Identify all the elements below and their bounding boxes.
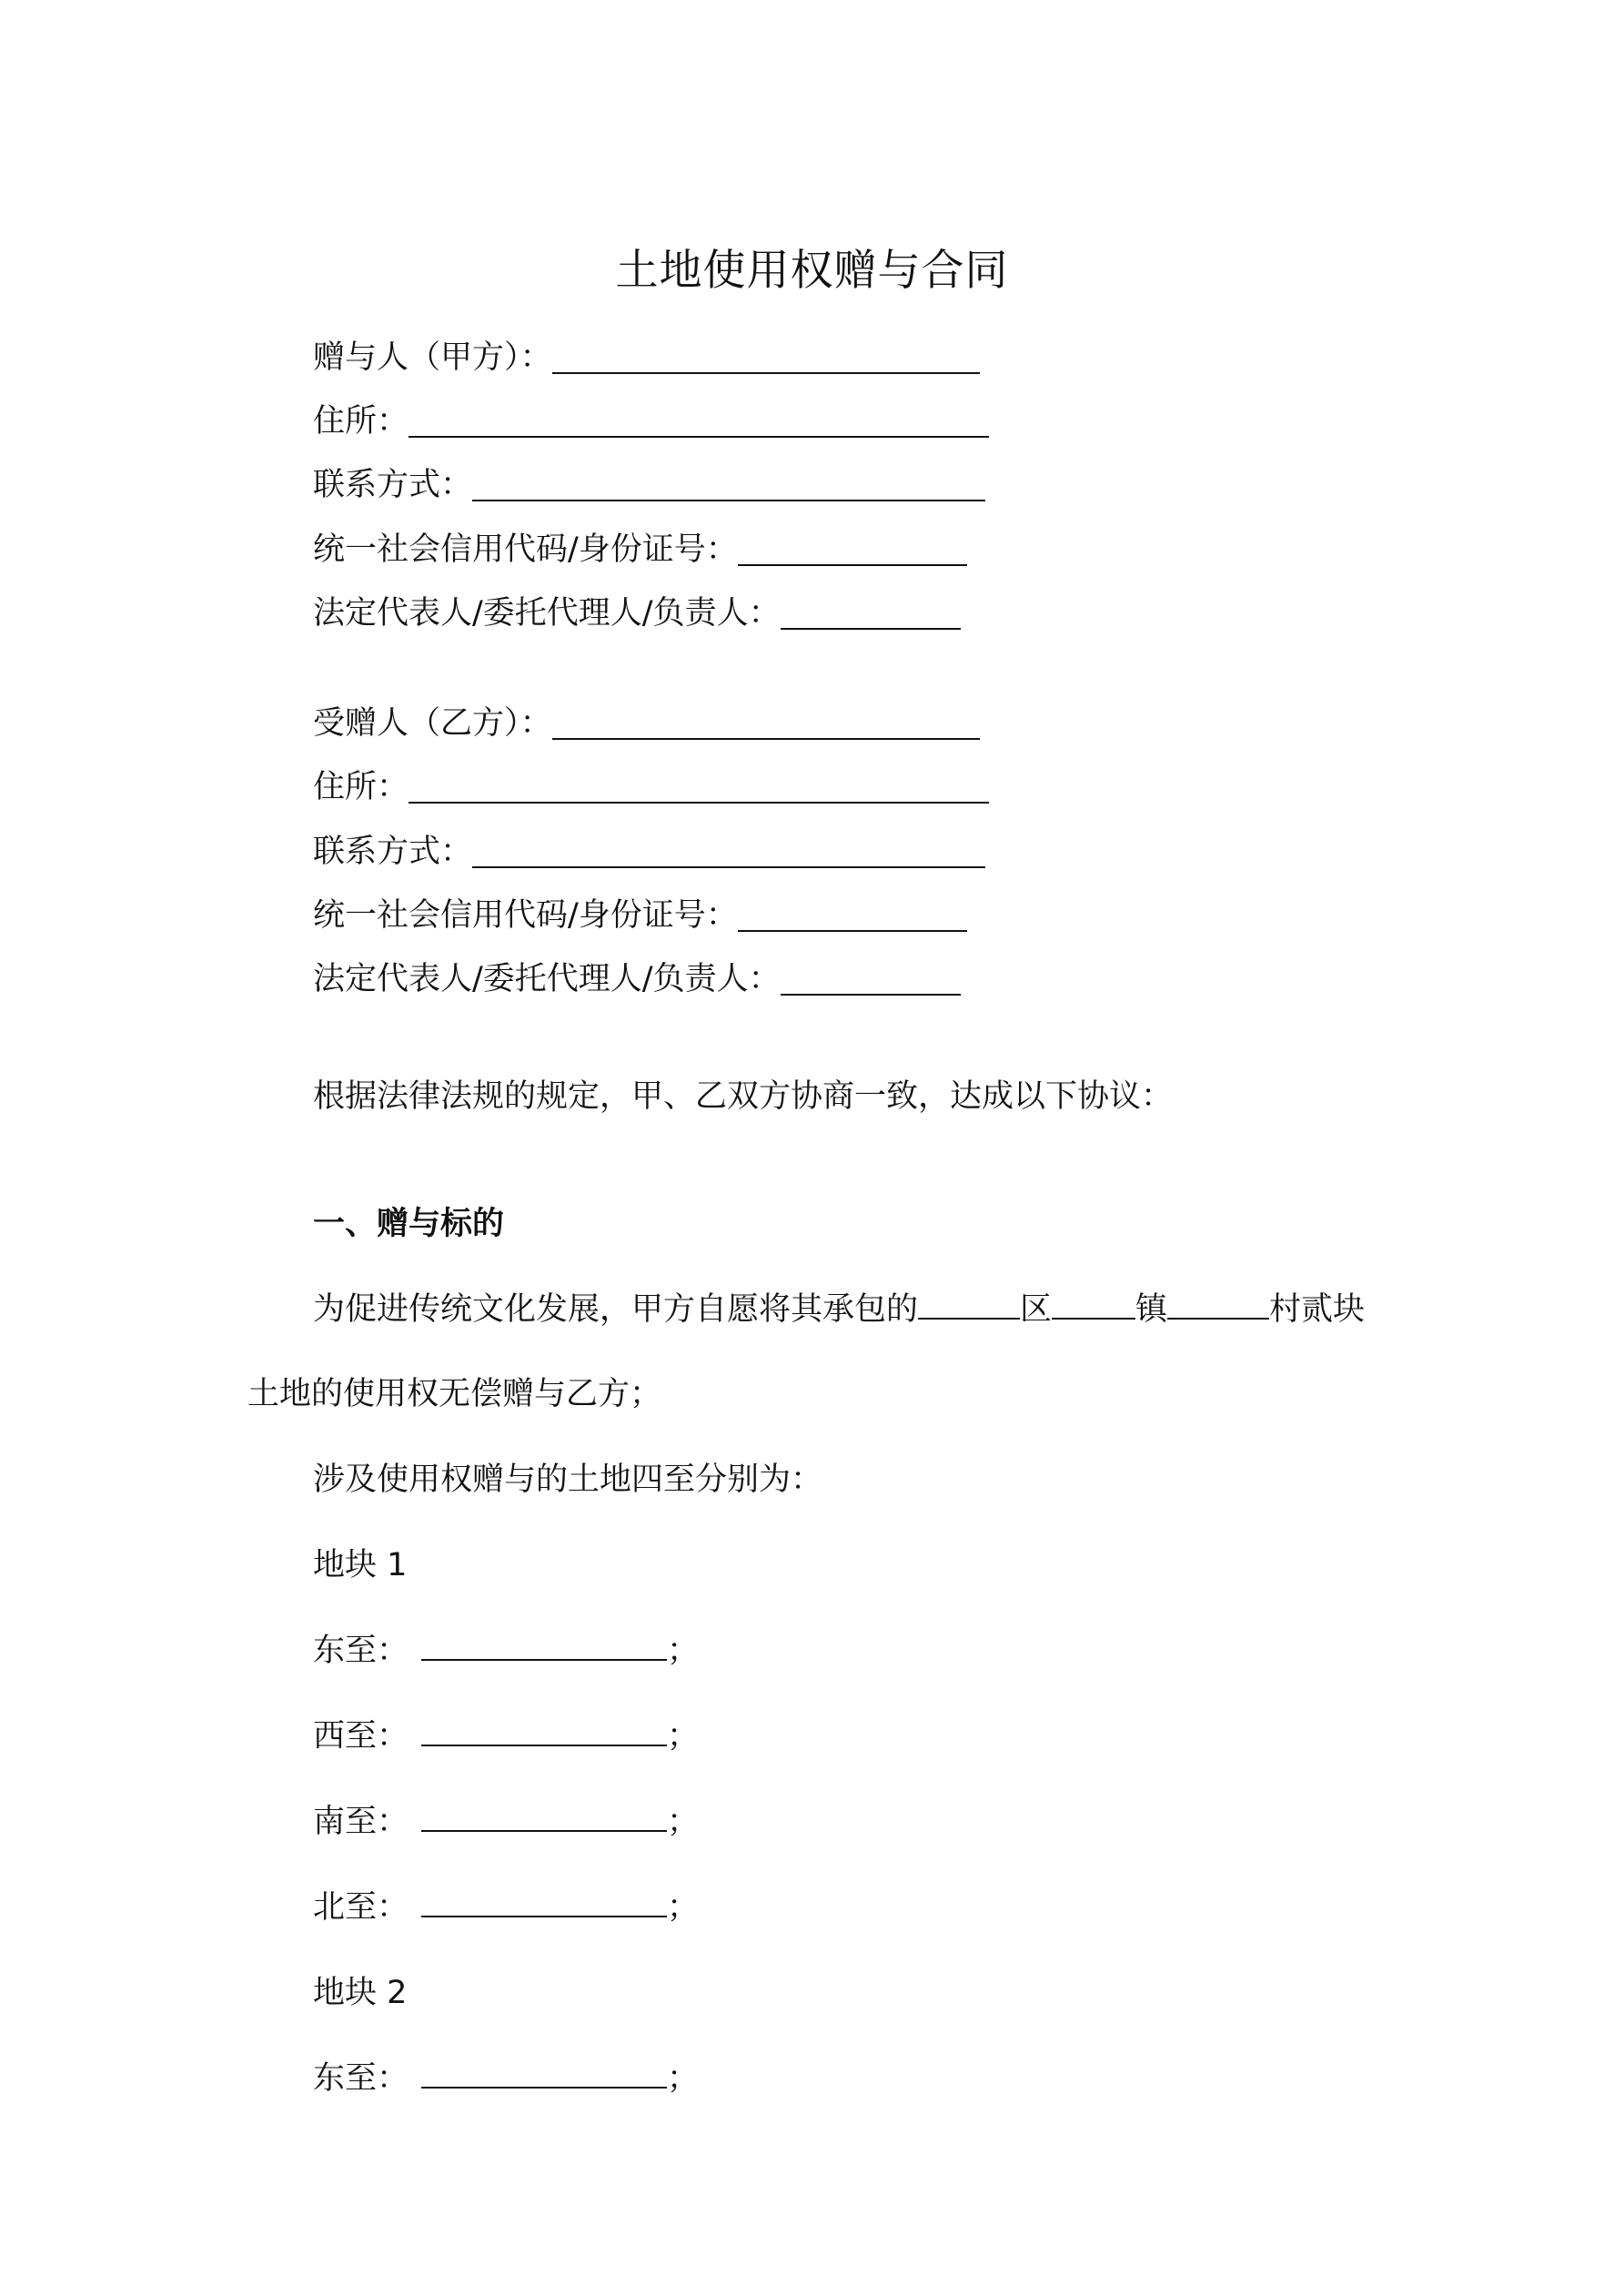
- donor-address-row: [313, 395, 989, 442]
- plot2-label: 地块 2: [313, 1975, 408, 2011]
- section1-heading: 一、赠与标的: [313, 1206, 505, 1242]
- donee-rep-field[interactable]: [781, 966, 961, 996]
- donee-contact-field[interactable]: [472, 839, 985, 868]
- plot1-east-label: 东至：: [313, 1633, 409, 1669]
- donor-rep-label: 法定代表人/委托代理人/负责人：: [313, 595, 781, 632]
- plot1-west-label: 西至：: [313, 1718, 409, 1755]
- donor-name-field[interactable]: [552, 345, 980, 374]
- plot1-west-semicolon: ；: [667, 1718, 700, 1755]
- donor-name-row: [313, 331, 980, 379]
- donor-id-label: 统一社会信用代码/身份证号：: [313, 531, 738, 568]
- plot1-east-semicolon: ；: [667, 1633, 700, 1669]
- donor-address-label: 住所：: [313, 403, 409, 440]
- plot1-north-row: [313, 1884, 699, 1931]
- donee-id-label: 统一社会信用代码/身份证号：: [313, 897, 738, 934]
- donee-contact-row: [313, 825, 985, 873]
- plot1-north-label: 北至：: [313, 1889, 409, 1926]
- donor-address-field[interactable]: [409, 409, 989, 438]
- plot2-east-label: 东至：: [313, 2060, 409, 2097]
- plot1-north-semicolon: ；: [667, 1889, 700, 1926]
- section1-para2: 涉及使用权赠与的土地四至分别为：: [313, 1462, 823, 1498]
- plot2-east-field[interactable]: [421, 2059, 667, 2089]
- plot2-east-semicolon: ；: [667, 2060, 700, 2097]
- donor-contact-field[interactable]: [472, 472, 985, 501]
- donee-address-field[interactable]: [409, 774, 989, 804]
- donor-id-row: [313, 523, 967, 571]
- plot1-label: 地块 1: [313, 1547, 408, 1583]
- donee-id-field[interactable]: [738, 903, 967, 932]
- donee-rep-row: [313, 953, 961, 1000]
- donor-contact-label: 联系方式：: [313, 467, 473, 503]
- village-field[interactable]: [1167, 1290, 1269, 1320]
- donee-name-row: [313, 697, 980, 744]
- donor-contact-row: [313, 459, 985, 506]
- town-label: 镇: [1135, 1291, 1168, 1328]
- district-label: 区: [1020, 1291, 1053, 1328]
- section1-para1-text: 为促进传统文化发展，甲方自愿将其承包的: [313, 1291, 919, 1328]
- plot1-south-label: 南至：: [313, 1804, 409, 1840]
- village-label: 村贰块: [1269, 1291, 1366, 1328]
- donee-id-row: [313, 889, 967, 936]
- plot1-east-row: [313, 1627, 699, 1674]
- section1-para1-line1: [313, 1286, 1365, 1333]
- plot2-east-row: [313, 2055, 699, 2102]
- donee-address-label: 住所：: [313, 769, 409, 805]
- donee-contact-label: 联系方式：: [313, 834, 473, 870]
- section1-para1-line2: 土地的使用权无偿赠与乙方；: [247, 1376, 662, 1412]
- preamble-text: 根据法律法规的规定，甲、乙双方协商一致，达成以下协议：: [313, 1078, 1174, 1115]
- donee-rep-label: 法定代表人/委托代理人/负责人：: [313, 961, 781, 997]
- donor-id-field[interactable]: [738, 537, 967, 566]
- donee-address-row: [313, 761, 989, 808]
- plot1-south-field[interactable]: [421, 1803, 667, 1832]
- plot1-west-row: [313, 1713, 699, 1760]
- donor-rep-field[interactable]: [781, 601, 961, 630]
- plot1-north-field[interactable]: [421, 1888, 667, 1917]
- plot1-south-row: [313, 1798, 699, 1846]
- donee-name-field[interactable]: [552, 711, 980, 740]
- donor-rep-row: [313, 587, 961, 634]
- plot1-east-field[interactable]: [421, 1632, 667, 1661]
- plot1-south-semicolon: ；: [667, 1804, 700, 1840]
- town-field[interactable]: [1052, 1290, 1135, 1320]
- donee-name-label: 受赠人（乙方）：: [313, 705, 552, 742]
- donor-name-label: 赠与人（甲方）：: [313, 339, 552, 376]
- plot1-west-field[interactable]: [421, 1717, 667, 1746]
- document-title: 土地使用权赠与合同: [615, 246, 1009, 296]
- district-field[interactable]: [918, 1290, 1020, 1320]
